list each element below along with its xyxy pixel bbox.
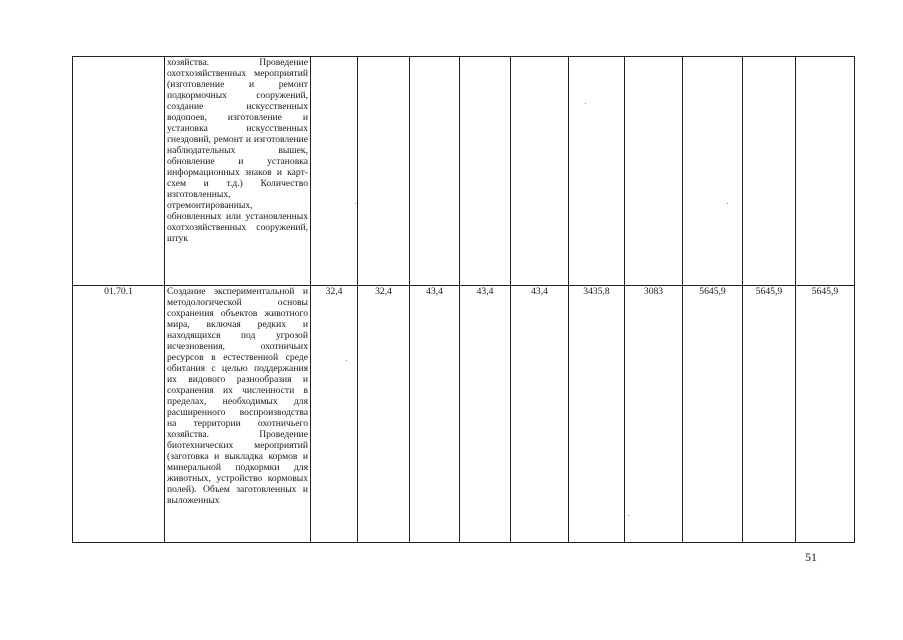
value-cell: 43,4: [460, 286, 511, 543]
value-cell: [460, 57, 511, 286]
scan-speck: [727, 203, 728, 204]
description-text: Создание экспериментальной и методологической основы сохранения объектов животного мира, включая редких и находящихся под угрозой исчезновения, охотничьих ресурсов в естественной среде обитания с целью поддержания их видового разнообразия и сохранения их численности в пределах, необходимых для расширенного воспроизводства на территории охотничьего хозяйства. Проведение биотехнических мероприятий (заготовка и выкладка кормов и минеральной подкормки для животных, устройство кормовых полей). Объем заготовленных и выложенных: [167, 286, 308, 506]
value-cell: [358, 57, 410, 286]
value-cell: [569, 57, 625, 286]
value-cell: 5645,9: [796, 286, 855, 543]
value-cell: 3083: [625, 286, 683, 543]
value-cell: [683, 57, 743, 286]
value-cell: [410, 57, 460, 286]
value-cell: [796, 57, 855, 286]
value-cell: 32,4: [311, 286, 358, 543]
scan-speck: [346, 360, 347, 361]
row-code: [73, 57, 165, 286]
value-cell: 43,4: [511, 286, 569, 543]
value-cell: 32,4: [358, 286, 410, 543]
value-cell: [311, 57, 358, 286]
value-cell: [743, 57, 796, 286]
row-description: [165, 286, 311, 543]
value-cell: 3435,8: [569, 286, 625, 543]
table-row: [73, 57, 855, 286]
scan-speck: [585, 103, 586, 104]
row-code: 01.70.1: [73, 286, 165, 543]
scan-speck: [355, 203, 356, 204]
value-cell: [511, 57, 569, 286]
program-indicators-table: [72, 56, 855, 543]
description-text: хозяйства. Проведение охотхозяйственных мероприятий (изготовление и ремонт подкормочных сооружений, создание искусственных водопоев, изготовление и установка искусственных гнездовий, ремонт и изготовление наблюдательных вышек, обновление и установка информационных знаков и карт-схем и т.д.) Количество изготовленных, отремонтированных, обновленных или установленных охотхозяйственных сооружений, штук: [167, 57, 308, 244]
value-cell: [625, 57, 683, 286]
page-number: 51: [805, 550, 817, 564]
value-cell: 43,4: [410, 286, 460, 543]
value-cell: 5645,9: [743, 286, 796, 543]
value-cell: 5645,9: [683, 286, 743, 543]
table-row: [73, 286, 855, 543]
scan-speck: [628, 515, 629, 516]
row-description: [165, 57, 311, 286]
